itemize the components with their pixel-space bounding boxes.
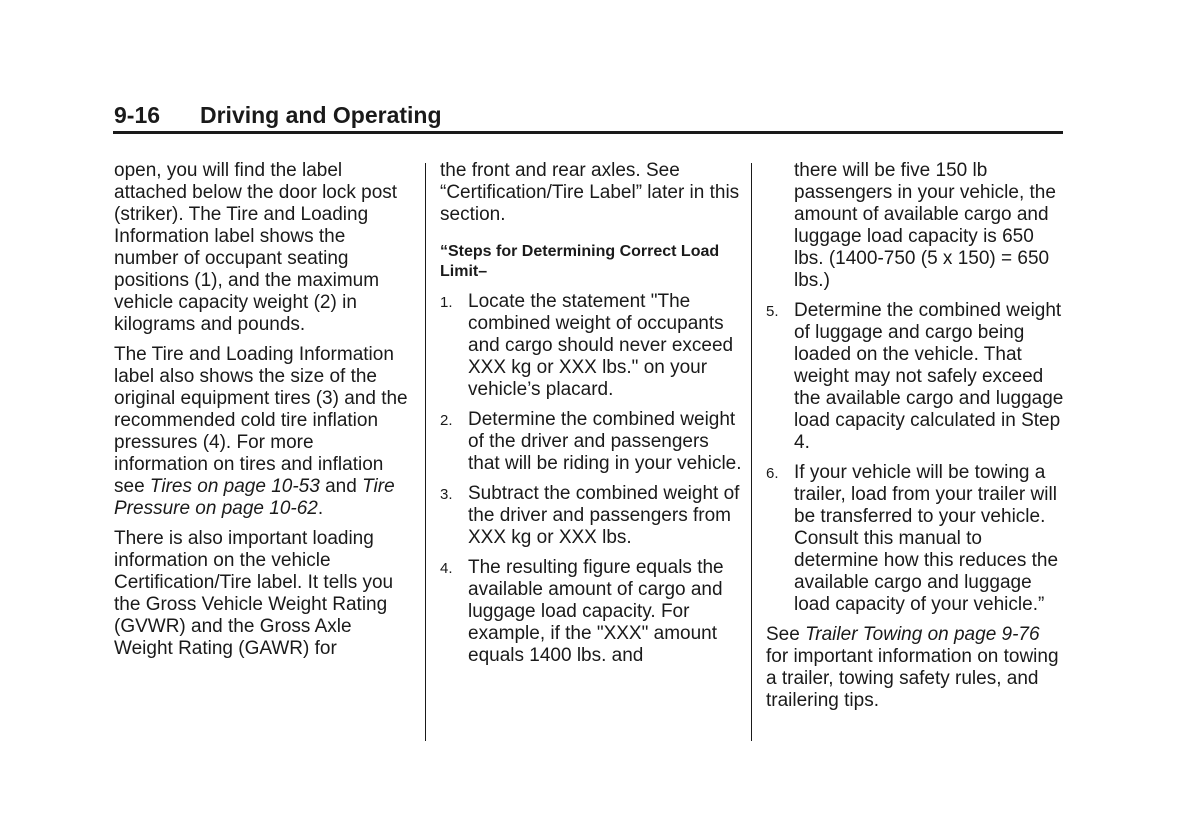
paragraph-text: for important information on towing a trailer, towing safety rules, and trailering tips.	[766, 646, 1059, 711]
list-item-text: Determine the combined weight of luggage and cargo being loaded on the vehicle. That weight may not safely exceed the available cargo and luggage load capacity calculated in Step 4.	[794, 300, 1064, 453]
section-title: Driving and Operating	[200, 102, 442, 128]
list-item	[766, 462, 1066, 616]
page-number: 9-16	[114, 102, 161, 128]
paragraph: There is also important loading information on the vehicle Certification/Tire label. It tells you the Gross Vehicle Weight Rating (GVWR) and the Gross Axle Weight Rating (GAWR) for	[114, 528, 394, 659]
list-number: 1.	[440, 294, 453, 311]
paragraph: the front and rear axles. See “Certification/Tire Label” later in this section.	[440, 160, 740, 225]
list-item-continuation: there will be five 150 lb passengers in your vehicle, the amount of available cargo and luggage load capacity is 650 lbs. (1400-750 (5 x 150) = 650 lbs.)	[794, 160, 1056, 291]
paragraph	[114, 344, 412, 520]
list-item-text: If your vehicle will be towing a trailer, load from your trailer will be transferred to your vehicle. Consult this manual to determine how this reduces the available cargo and luggage load capacity of your vehicle.”	[794, 462, 1059, 615]
list-item	[440, 291, 742, 401]
paragraph-text: The Tire and Loading Information label also shows the size of the original equipment tires (3) and the recommended cold tire inflation pressures (4). For more information on tires and inflation see	[114, 344, 408, 497]
column-divider	[425, 163, 426, 741]
list-number: 2.	[440, 412, 453, 429]
list-item-text: The resulting figure equals the available amount of cargo and luggage load capacity. For example, if the "XXX" amount equals 1400 lbs. and	[468, 557, 724, 666]
list-number: 6.	[766, 465, 779, 482]
list-item	[440, 483, 742, 549]
list-item	[766, 300, 1066, 454]
column-divider	[751, 163, 752, 741]
cross-reference-link[interactable]: Tire Pressure on page 10-62	[114, 476, 395, 519]
column-2	[440, 160, 742, 675]
list-item-text: Determine the combined weight of the driver and passengers that will be riding in your vehicle.	[468, 409, 742, 474]
paragraph-text: .	[317, 498, 324, 519]
column-1	[114, 160, 412, 668]
list-item	[440, 409, 742, 475]
paragraph	[766, 624, 1066, 712]
subheading: “Steps for Determining Correct Load Limit–	[440, 243, 720, 280]
paragraph-text: and	[319, 476, 363, 497]
list-number: 5.	[766, 303, 779, 320]
column-3	[766, 160, 1066, 720]
list-item-text: Subtract the combined weight of the driver and passengers from XXX kg or XXX lbs.	[468, 483, 740, 548]
cross-reference-link[interactable]: Trailer Towing on page 9-76	[805, 624, 1040, 645]
paragraph: open, you will find the label attached below the door lock post (striker). The Tire and Loading Information label shows the number of occupant seating positions (1), and the maximum vehicle capacity weight (2) in kilograms and pounds.	[114, 160, 398, 335]
paragraph-text: See	[766, 624, 806, 645]
cross-reference-link[interactable]: Tires on page 10-53	[149, 476, 320, 497]
page-header	[113, 101, 1063, 134]
list-item	[440, 557, 742, 667]
list-number: 4.	[440, 560, 453, 577]
list-number: 3.	[440, 486, 453, 503]
list-item-text: Locate the statement "The combined weight of occupants and cargo should never exceed XXX kg or XXX lbs." on your vehicle’s placard.	[468, 291, 734, 400]
